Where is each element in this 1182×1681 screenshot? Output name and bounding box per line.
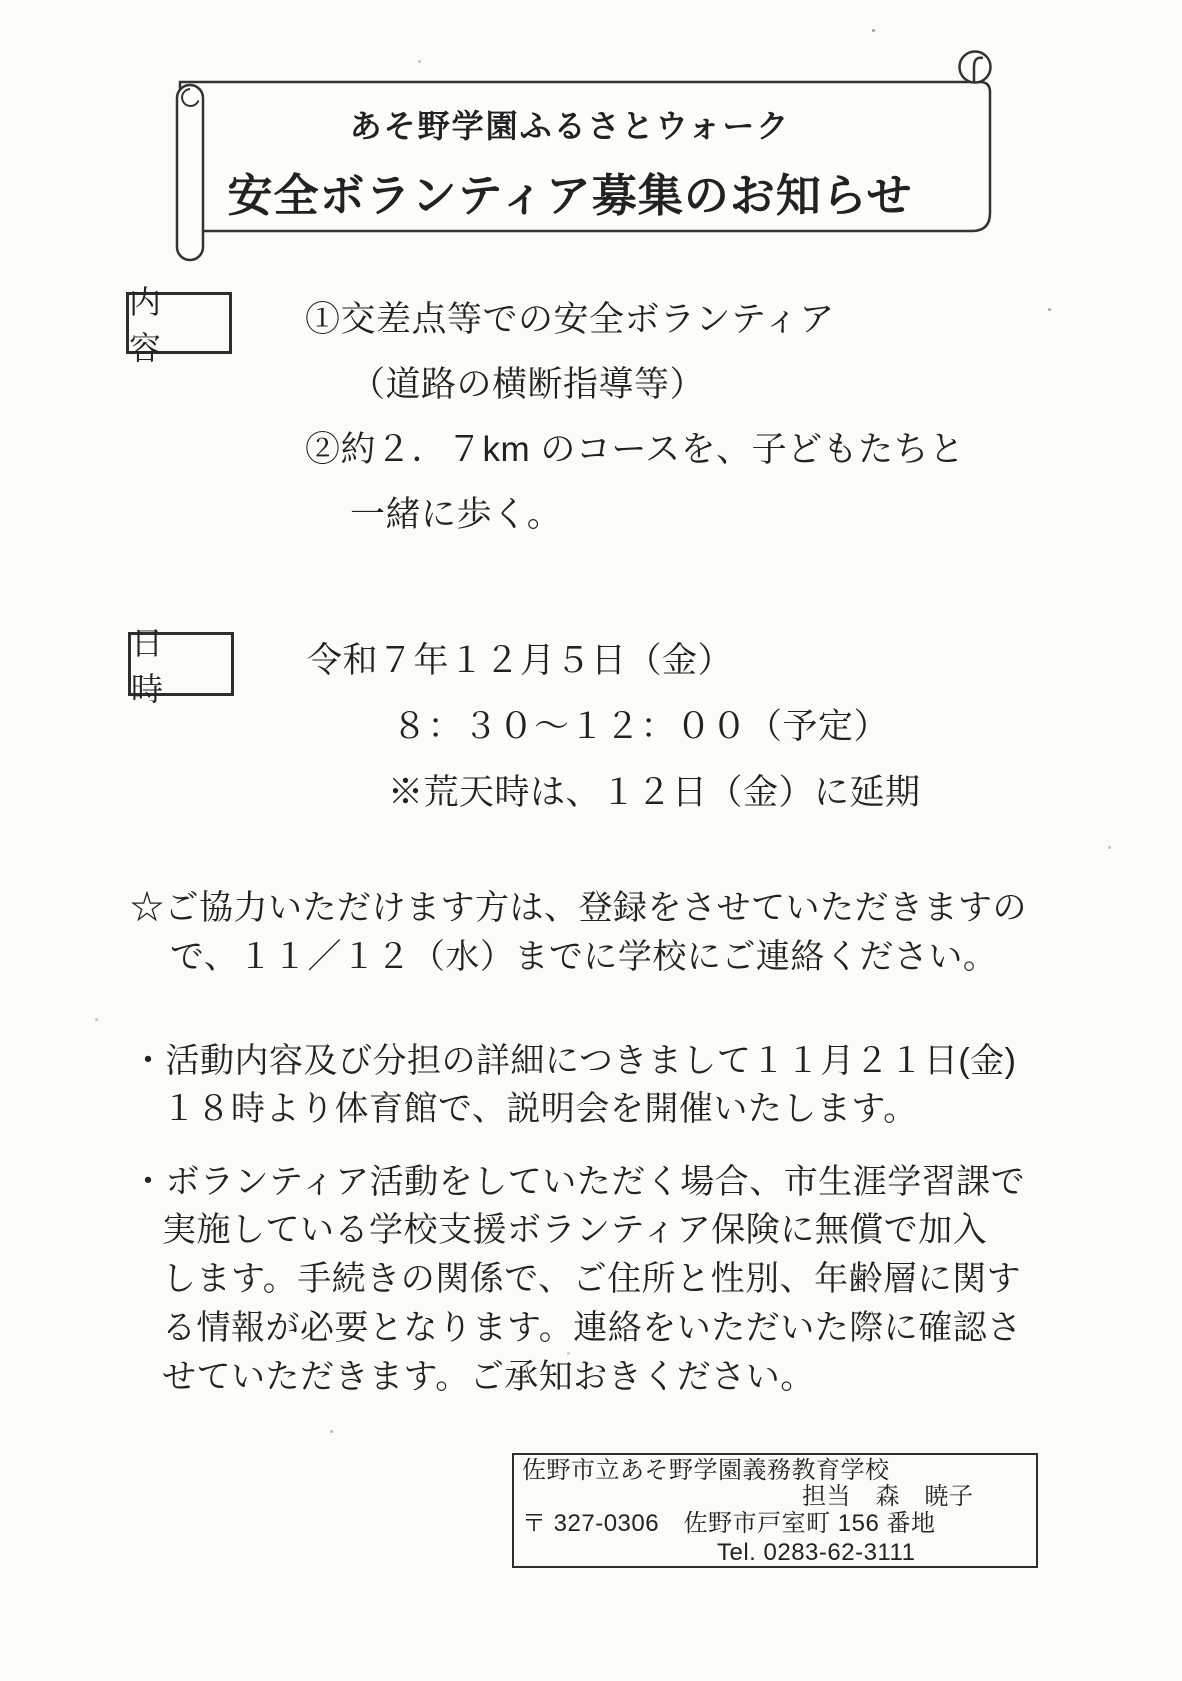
datetime-label: 日 時 <box>131 625 200 707</box>
datetime-label-box <box>128 625 234 707</box>
registration-note-line: ☆ご協力いただけます方は、登録をさせていただきますの <box>130 889 1027 927</box>
note-line: 実施している学校支援ボランティア保険に無償で加入 <box>162 1211 988 1249</box>
scan-speckles <box>872 29 875 32</box>
note-line: します。手続きの関係で、ご住所と性別、年齢層に関す <box>162 1260 1022 1298</box>
content-line: ②約２．７km のコースを、子どもたちと <box>305 430 965 469</box>
title-banner <box>170 45 970 235</box>
datetime-line: 令和７年１２月５日（金） <box>307 641 734 680</box>
registration-note-line: で、１１／１２（水）までに学校にご連絡ください。 <box>170 938 998 976</box>
note-line: ・活動内容及び分担の詳細につきまして１１月２１日(金) <box>131 1042 1017 1080</box>
note-line: ・ボランティア活動をしていただく場合、市生涯学習課で <box>131 1163 1026 1201</box>
page-title: 安全ボランティア募集のお知らせ <box>227 170 913 221</box>
content-line: ①交差点等での安全ボランティア <box>305 300 835 339</box>
footer-tel: Tel. 0283-62-3111 <box>717 1539 916 1566</box>
datetime-line: ※荒天時は、１２日（金）に延期 <box>388 773 921 812</box>
content-label: 内 容 <box>129 284 198 366</box>
note-line: せていただきます。ご承知おきください。 <box>162 1358 815 1396</box>
event-name: あそ野学園ふるさとウォーク <box>349 108 791 144</box>
footer-address: 〒 327-0306 佐野市戸室町 156 番地 <box>522 1510 936 1537</box>
content-label-box <box>126 284 232 366</box>
content-line: （道路の横断指導等） <box>350 365 706 404</box>
footer-contact: 担当 森 暁子 <box>802 1483 974 1510</box>
footer-school: 佐野市立あそ野学園義務教育学校 <box>522 1457 890 1484</box>
footer-box <box>512 1453 1038 1568</box>
note-line: １８時より体育館で、説明会を開催いたします。 <box>162 1090 918 1128</box>
note-line: る情報が必要となります。連絡をいただいた際に確認さ <box>162 1309 1022 1347</box>
datetime-line: ８：３０～１２：００（予定） <box>392 707 890 746</box>
content-line: 一緒に歩く。 <box>350 495 563 534</box>
